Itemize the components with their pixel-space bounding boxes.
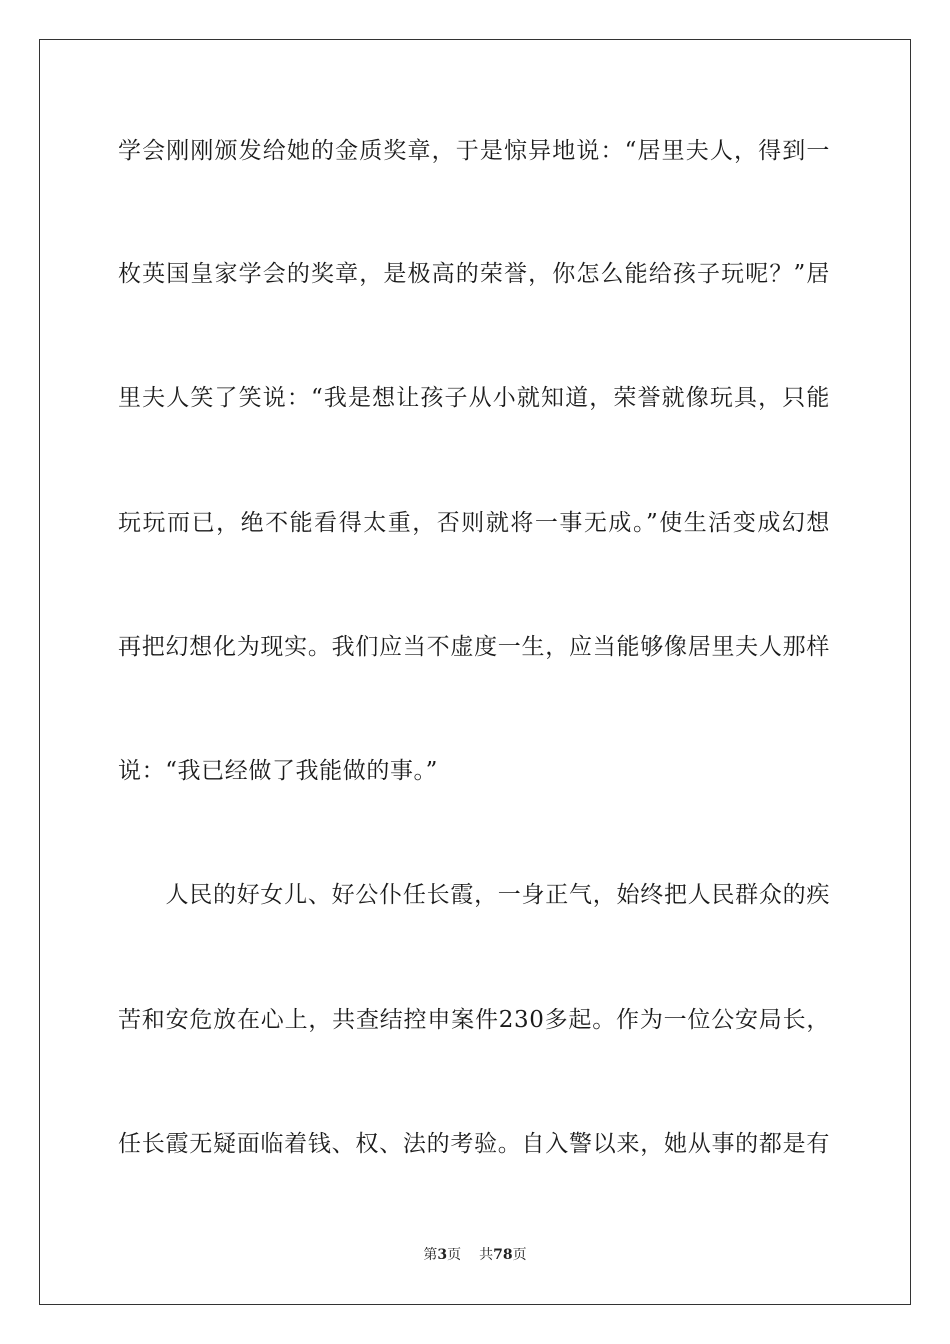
text-line-9: 任长霞无疑面临着钱、权、法的考验。自入警以来，她从事的都是有	[118, 1131, 830, 1157]
text-line-3: 里夫人笑了笑说：“我是想让孩子从小就知道，荣誉就像玩具，只能	[118, 385, 830, 411]
page-border	[39, 39, 911, 1305]
text-line-2: 枚英国皇家学会的奖章，是极高的荣誉，你怎么能给孩子玩呢？”居	[118, 261, 830, 287]
page-suffix: 页	[447, 1247, 462, 1263]
text-line-5: 再把幻想化为现实。我们应当不虚度一生，应当能够像居里夫人那样	[118, 634, 830, 660]
total-suffix: 页	[512, 1247, 527, 1263]
total-pages: 78	[493, 1247, 513, 1263]
text-line-6: 说：“我已经做了我能做的事。”	[118, 758, 439, 784]
page-number: 3	[437, 1247, 448, 1263]
page-prefix: 第	[423, 1247, 438, 1263]
text-line-7: 人民的好女儿、好公仆任长霞，一身正气，始终把人民群众的疾	[118, 882, 830, 908]
total-prefix: 共	[479, 1247, 494, 1263]
text-line-1: 学会刚刚颁发给她的金质奖章，于是惊异地说：“居里夫人，得到一	[118, 138, 830, 164]
page-footer	[0, 1244, 950, 1264]
text-line-4: 玩玩而已，绝不能看得太重，否则就将一事无成。”使生活变成幻想	[118, 510, 830, 536]
text-line-8: 苦和安危放在心上，共查结控申案件230多起。作为一位公安局长，	[118, 1007, 830, 1033]
